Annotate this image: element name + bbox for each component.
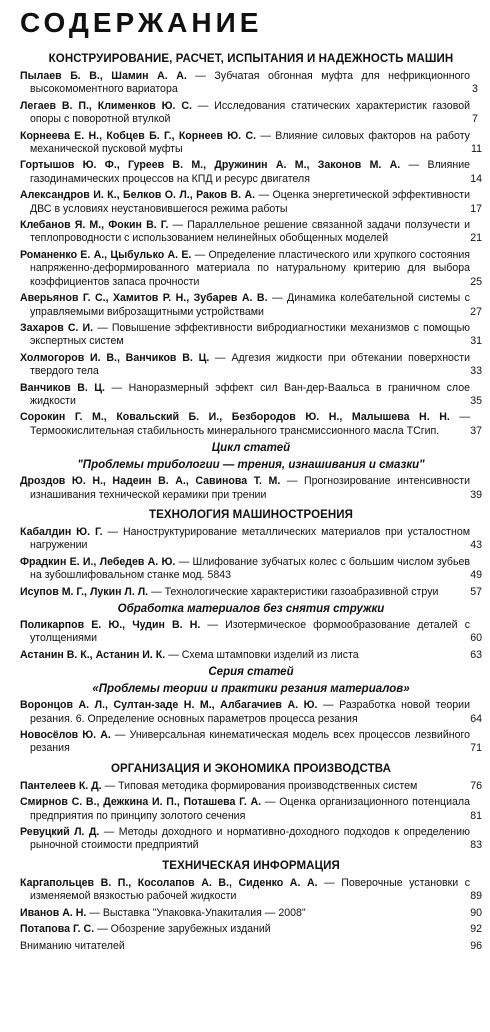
entry-title: Влияние газодинамических процессов на КПД и ресурс двигателя <box>30 159 470 185</box>
entry-title: Выставка "Упаковка-Упакиталия — 2008" <box>102 906 306 919</box>
entry-page-number: 21 <box>470 232 482 245</box>
entry-title: Адгезия жидкости при обтекании поверхности твердого тела <box>30 351 470 378</box>
entry-page-number: 60 <box>470 632 482 645</box>
section-heading: Обработка материалов без снятия стружки <box>117 603 385 615</box>
entry-title: Универсальная кинематическая модель всех процессов лезвийного резания <box>30 729 471 755</box>
entry-title: Оценка энергетической эффективности ДВС в условиях неустановившегося режима работы <box>30 189 470 215</box>
entry-page-number: 27 <box>470 305 482 318</box>
entry-title: Параллельное решение связанной задачи ползучести и теплопроводности с использованием нелинейных обобщенных моделей <box>30 219 470 245</box>
section-subheading: «Проблемы теории и практики резания материалов» <box>92 683 410 696</box>
toc-entry[interactable] <box>20 411 482 438</box>
entry-authors: Дроздов Ю. Н., Надеин В. А., Савинова Т. М. <box>20 475 281 488</box>
entry-page-number: 89 <box>470 890 482 903</box>
toc-entry[interactable] <box>20 159 482 186</box>
entry-dash: — <box>99 826 119 839</box>
entry-dash: — <box>93 321 112 334</box>
toc-entry[interactable] <box>20 940 482 953</box>
entry-title: Динамика колебательной системы с управляемыми виброзащитными устройствами <box>30 292 470 318</box>
entry-title: Методы доходного и нормативно-доходного подходов к определению рыночной стоимости предприятий <box>30 826 471 852</box>
entry-authors: Поликарпов Е. Ю., Чудин В. Н. <box>20 619 201 631</box>
entry-page-number: 31 <box>470 335 482 348</box>
entry-title: Схема штамповки изделий из листа <box>181 648 359 661</box>
entry-title: Определение пластического или хрупкого состояния напряженно-деформированного материала по натуральному критерию для выбора коэффициентов запаса прочности <box>30 248 470 288</box>
entry-page-number: 33 <box>470 365 482 378</box>
entry-dash: — <box>261 796 280 809</box>
entry-dash: — <box>267 292 288 305</box>
entry-title: Исследования статических характеристик газовой опоры с поворотной втулкой <box>30 99 471 126</box>
entry-dash: — <box>200 619 226 631</box>
toc-entry[interactable]: Пылаев Б. В., Шамин А. А. — Зубчатая обгонная муфта для нефрикционного высокомоментного вариатора 3 <box>20 70 478 96</box>
entry-title: Технологические характеристики газоабразивной струи <box>164 585 439 598</box>
entry-title: Вниманию читателей <box>20 939 125 952</box>
entry-title: Обозрение зарубежных изданий <box>110 923 271 936</box>
toc-entry[interactable] <box>20 699 482 726</box>
page-title: СОДЕРЖАНИЕ <box>20 7 263 38</box>
entry-authors: Астанин В. К., Астанин И. К. <box>20 648 166 661</box>
entry-authors: Гортышов Ю. Ф., Гуреев В. М., Дружинин А. М., Законов М. А. <box>20 159 401 172</box>
entry-page-number: 81 <box>470 809 482 822</box>
toc-entry[interactable] <box>20 352 482 379</box>
section-heading: ТЕХНОЛОГИЯ МАШИНОСТРОЕНИЯ <box>148 508 354 521</box>
entry-page-number: 37 <box>470 424 482 437</box>
entry-page-number: 25 <box>470 275 482 288</box>
section-design <box>20 52 482 438</box>
toc-entry[interactable] <box>20 729 482 756</box>
entry-dash: — <box>209 351 232 364</box>
toc-entry[interactable] <box>20 923 482 936</box>
entry-title: Шлифование зубчатых колес с большим числом зубьев на зубошлифовальном станке мод. 5843 <box>30 555 471 582</box>
entry-title: Поверочные установки с изменяемой вязкостью рабочей жидкости <box>30 876 470 903</box>
entry-title: Влияние силовых факторов на работу механической пусковой муфты <box>30 129 470 156</box>
toc-entry[interactable]: Легаев В. П., Клименков Ю. С. — Исследования статических характеристик газовой опоры с поворотной втулкой 7 <box>20 99 478 126</box>
section-heading: ТЕХНИЧЕСКАЯ ИНФОРМАЦИЯ <box>162 859 340 872</box>
section-processing <box>20 602 482 662</box>
entry-dash: — <box>191 248 209 261</box>
entry-dash: — <box>317 699 340 712</box>
entry-page-number: 35 <box>470 394 482 407</box>
entry-authors: Новосёлов Ю. А. <box>20 729 111 742</box>
entry-dash: — <box>94 923 111 936</box>
entry-dash: — <box>168 219 188 232</box>
section-technology <box>20 508 482 599</box>
toc-entry[interactable] <box>20 619 482 646</box>
contents-page <box>20 0 482 956</box>
entry-page-number: 76 <box>470 779 482 792</box>
entry-dash: — <box>449 411 470 424</box>
entry-authors: Пантелеев К. Д. <box>20 779 102 792</box>
entry-page-number: 49 <box>470 569 482 582</box>
entry-authors: Ревуцкий Л. Д. <box>20 826 100 839</box>
entry-title: Повышение эффективности вибродиагностики механизмов с помощью экспертных систем <box>30 321 470 348</box>
entry-authors: Фрадкин Е. И., Лебедев А. Ю. <box>20 555 176 568</box>
entry-title: Изотермическое формообразование деталей с утолщениями <box>30 619 470 645</box>
toc-entry[interactable] <box>20 907 482 920</box>
entry-page-number: 90 <box>470 906 482 919</box>
entry-authors: Кабалдин Ю. Г. <box>20 525 103 538</box>
toc-entry[interactable] <box>20 219 482 246</box>
entry-page-number: 83 <box>470 839 482 852</box>
entry-page-number: 57 <box>470 585 482 598</box>
section-heading: Серия статей <box>208 666 294 679</box>
entry-title: Разработка новой теории резания. 6. Определение основных параметров процесса резания <box>30 699 470 725</box>
section-cutting-series <box>20 665 482 756</box>
section-heading: КОНСТРУИРОВАНИЕ, РАСЧЕТ, ИСПЫТАНИЯ И НАДЕЖНОСТЬ МАШИН <box>48 53 454 65</box>
toc-entry[interactable] <box>20 796 482 823</box>
entry-dash: — <box>280 475 305 488</box>
entry-page-number: 71 <box>470 742 482 755</box>
entry-authors: Александров И. К., Белков О. Л., Раков В. А. <box>20 189 256 202</box>
entry-page-number: 39 <box>470 488 482 501</box>
toc-entry[interactable] <box>20 322 482 349</box>
toc-entry[interactable] <box>20 382 482 409</box>
entry-title: Типовая методика формирования производственных систем <box>118 779 418 792</box>
entry-title: Термоокислительная стабильность минерального трансмиссионного масла TCгип. <box>30 424 440 437</box>
toc-entry[interactable] <box>20 475 482 502</box>
section-heading: Цикл статей <box>211 442 291 455</box>
entry-authors: Смирнов С. В., Дежкина И. П., Поташева Г. А. <box>20 796 262 809</box>
entry-dash: — <box>175 555 193 568</box>
entry-dash: — <box>110 729 130 742</box>
entry-authors: Иванов А. Н. <box>20 906 87 919</box>
toc-entry[interactable] <box>20 877 482 904</box>
entry-dash: — <box>165 648 182 661</box>
entry-dash: — <box>105 381 129 394</box>
entry-authors: Воронцов А. Л., Султан-заде Н. М., Албагачиев А. Ю. <box>20 699 318 712</box>
toc-entry[interactable] <box>20 826 482 853</box>
entry-authors: Холмогоров И. В., Ванчиков В. Ц. <box>20 351 210 364</box>
section-subheading: "Проблемы трибологии — трения, изнашивания и смазки" <box>77 459 425 472</box>
entry-authors: Пылаев Б. В., Шамин А. А. <box>20 70 187 82</box>
entry-page-number: 92 <box>470 923 482 936</box>
entry-authors: Легаев В. П., Клименков Ю. С. <box>20 99 192 112</box>
entry-page-number: 63 <box>470 648 482 661</box>
entry-authors: Исупов М. Г., Лукин Л. Л. <box>20 585 149 598</box>
entry-dash: — <box>86 906 103 919</box>
entry-title: Прогнозирование интенсивности изнашивания технической керамики при трении <box>30 475 470 501</box>
section-tech-info <box>20 859 482 953</box>
entry-authors: Корнеева Е. Н., Кобцев Б. Г., Корнеев Ю. С. <box>20 129 257 142</box>
entry-page-number: 64 <box>470 712 482 725</box>
entry-title: Наноразмерный эффект сил Ван-дер-Ваальса в граничном слое жидкости <box>30 381 470 407</box>
section-heading: ОРГАНИЗАЦИЯ И ЭКОНОМИКА ПРОИЗВОДСТВА <box>110 762 392 775</box>
toc-entry[interactable] <box>20 556 482 583</box>
toc-entry[interactable] <box>20 249 482 289</box>
entry-dash: — <box>102 525 123 538</box>
entry-authors: Ванчиков В. Ц. <box>20 381 105 394</box>
toc-entry[interactable] <box>20 649 482 662</box>
entry-page-number: 14 <box>470 172 482 185</box>
entry-dash: — <box>400 159 428 172</box>
entry-page-number: 17 <box>470 202 482 215</box>
toc-entry[interactable] <box>20 292 482 319</box>
toc-entry[interactable] <box>20 586 482 599</box>
toc-entry[interactable] <box>20 526 482 553</box>
toc-entry[interactable] <box>20 189 482 216</box>
entry-dash: — <box>255 189 273 202</box>
entry-title: Оценка организационного потенциала предприятия по принципу золотого сечения <box>30 796 470 822</box>
entry-dash: — <box>101 779 119 792</box>
entry-page-number: 11 <box>471 143 482 156</box>
entry-dash: — <box>148 585 165 598</box>
entry-page-number: 96 <box>470 939 482 952</box>
entry-authors: Аверьянов Г. С., Хамитов Р. Н., Зубарев А. В. <box>20 292 268 305</box>
toc-entry[interactable] <box>20 130 482 157</box>
entry-title: Зубчатая обгонная муфта для нефрикционного высокомоментного вариатора <box>30 70 470 96</box>
section-tribology-cycle <box>20 441 482 502</box>
entry-dash: — <box>317 876 342 889</box>
entry-page-number: 43 <box>470 539 482 552</box>
entry-authors: Каргапольцев В. П., Косолапов А. В., Сиденко А. А. <box>20 876 318 889</box>
entry-authors: Сорокин Г. М., Ковальский Б. И., Безбородов Ю. Н., Малышева Н. Н. <box>20 411 450 424</box>
entry-dash: — <box>191 99 215 112</box>
entry-title: Наноструктурирование металлических материалов при усталостном нагружении <box>30 525 470 552</box>
entry-authors: Захаров С. И. <box>20 321 94 334</box>
entry-authors: Потапова Г. С. <box>20 923 95 936</box>
entry-dash: — <box>186 70 215 82</box>
section-organization <box>20 762 482 853</box>
entry-dash: — <box>256 129 276 142</box>
entry-authors: Клебанов Я. М., Фокин В. Г. <box>20 219 169 232</box>
entry-authors: Романенко Е. А., Цыбулько А. Е. <box>20 248 192 261</box>
toc-entry[interactable] <box>20 780 482 793</box>
